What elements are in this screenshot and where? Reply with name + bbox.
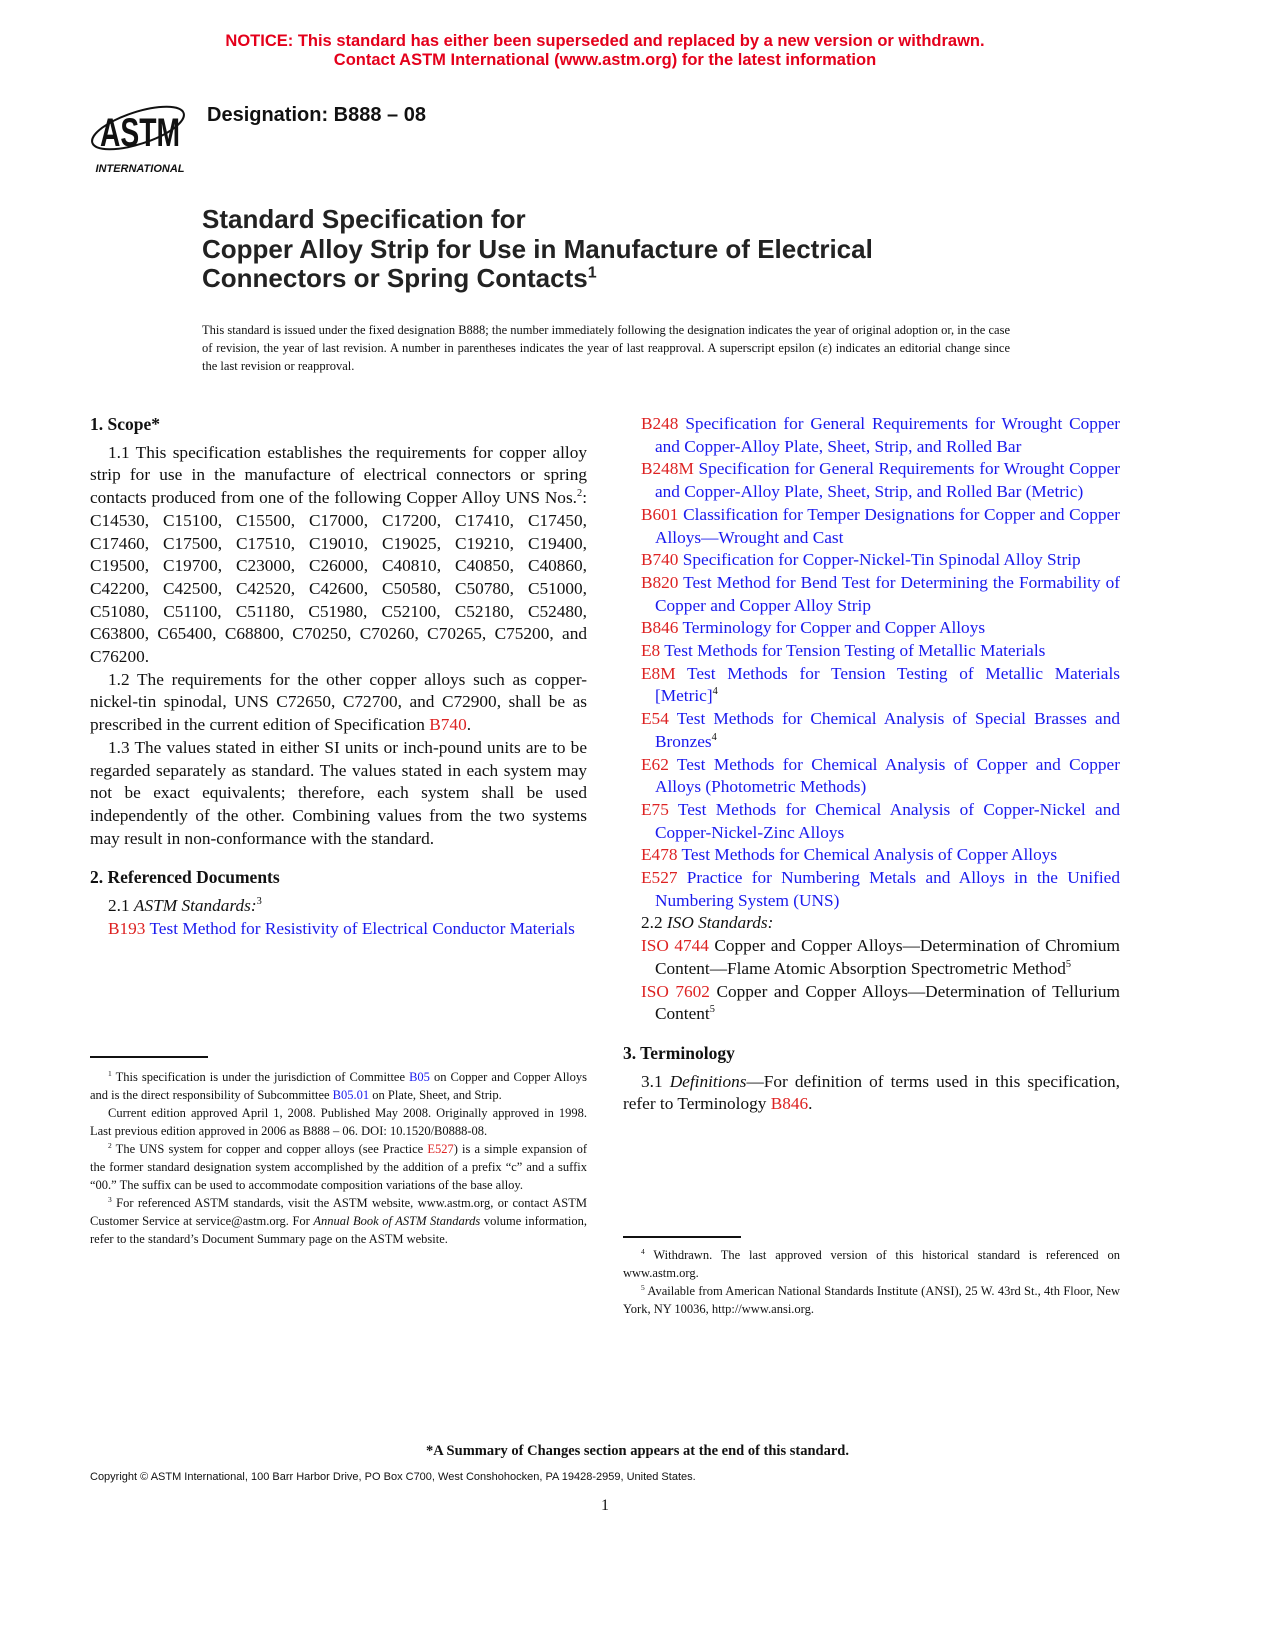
right-footnotes: [623, 1246, 1120, 1318]
document-title: [202, 205, 873, 294]
footnote-marker: 5: [1065, 959, 1072, 971]
astm-logo: [88, 84, 192, 176]
paragraph: [90, 442, 587, 669]
reference-title-link[interactable]: Classification for Temper Designations for Copper and Copper Alloys—Wrought and Cast: [655, 504, 1120, 547]
reference-link[interactable]: B248: [641, 414, 679, 433]
reference-link[interactable]: E8: [641, 641, 661, 661]
footnote-marker: 2: [577, 488, 583, 500]
referenced-document: [623, 708, 1120, 753]
reference-link[interactable]: E527: [641, 868, 678, 888]
reference-title-link[interactable]: B05: [409, 1070, 430, 1084]
logo-letters: ASTM: [100, 111, 180, 155]
logo-subtext: INTERNATIONAL: [95, 163, 185, 175]
text: Withdrawn. The last approved version of this historical standard is referenced on www.astm.org.: [623, 1248, 1120, 1280]
page-number: 1: [601, 1497, 609, 1514]
title-line: Standard Specification for: [202, 204, 526, 234]
referenced-document: [623, 504, 1120, 549]
referenced-document: [623, 413, 1120, 458]
section-heading: [623, 1042, 1120, 1065]
referenced-document: [623, 935, 1120, 980]
reference-link[interactable]: E8M: [641, 663, 676, 683]
footnote-divider: [623, 1236, 741, 1238]
text: —For definition of terms used in this specification, refer to Terminology: [623, 1071, 1120, 1114]
left-column: [90, 413, 587, 940]
referenced-document: [623, 663, 1120, 708]
footnote: [90, 1104, 587, 1140]
footnote: [90, 1140, 587, 1194]
text: 2.2: [641, 913, 667, 933]
reference-link[interactable]: E527: [427, 1142, 454, 1156]
referenced-document: [623, 844, 1120, 867]
text: Copper and Copper Alloys—Determination of Tellurium Content: [655, 981, 1120, 1024]
reference-link[interactable]: B846: [641, 618, 679, 638]
text: Current edition approved April 1, 2008. Published May 2008. Originally approved in 1998. Last previous edition approved in 2006 as B888 – 06. DOI: 10.1520/B0888-08.: [90, 1106, 587, 1138]
paragraph: [90, 737, 587, 851]
referenced-document: [623, 981, 1120, 1026]
text: 1.2 The requirements for the other copper alloys such as copper-nickel-tin spinodal, UNS C72650, C72700, and C72900, shall be as prescribed in the current edition of Specification: [90, 669, 587, 735]
reference-link[interactable]: B740: [429, 715, 467, 735]
reference-title-link[interactable]: Terminology for Copper and Copper Alloys: [678, 618, 986, 638]
text: 2. Referenced Documents: [90, 867, 280, 888]
reference-title-link[interactable]: Test Methods for Chemical Analysis of Copper Alloys: [677, 845, 1058, 865]
reference-link[interactable]: ISO 7602: [641, 981, 710, 1001]
reference-link[interactable]: E54: [641, 709, 669, 729]
reference-link[interactable]: ISO 4744: [641, 936, 709, 956]
referenced-document: [623, 458, 1120, 503]
referenced-document: [623, 754, 1120, 799]
referenced-document: [623, 867, 1120, 912]
text: Available from American National Standards Institute (ANSI), 25 W. 43rd St., 4th Floor, New York, NY 10036, http://www.ansi.org.: [623, 1284, 1120, 1316]
italic-text: ASTM Standards:: [133, 896, 257, 916]
footnote: [623, 1246, 1120, 1282]
left-footnotes: [90, 1068, 587, 1248]
reference-title-link[interactable]: Test Methods for Tension Testing of Metallic Materials [Metric]: [655, 663, 1120, 706]
footnote-marker: 3: [256, 896, 262, 908]
reference-title-link[interactable]: B05.01: [332, 1088, 370, 1102]
paragraph: [90, 895, 587, 918]
footnote-marker: 1: [587, 264, 597, 282]
text: 2.1: [108, 896, 134, 916]
summary-note: *A Summary of Changes section appears at the end of this standard.: [426, 1443, 849, 1459]
reference-title-link[interactable]: Test Methods for Tension Testing of Metallic Materials: [660, 641, 1046, 661]
paragraph: [623, 912, 1120, 935]
reference-title-link[interactable]: Specification for General Requirements for Wrought Copper and Copper-Alloy Plate, Sheet, Strip, and Rolled Bar: [655, 414, 1120, 456]
footnote: [623, 1282, 1120, 1318]
reference-title-link[interactable]: Specification for General Requirements for Wrought Copper and Copper-Alloy Plate, Sheet, Strip, and Rolled Bar (Metric): [655, 459, 1120, 502]
text: 1. Scope*: [90, 414, 160, 434]
italic-text: ISO Standards:: [666, 913, 774, 933]
section-heading: [90, 866, 587, 889]
withdrawal-notice: [0, 32, 1210, 70]
paragraph: [90, 669, 587, 737]
italic-text: Annual Book of ASTM Standards: [313, 1214, 481, 1228]
footnote: [90, 1068, 587, 1104]
reference-title-link[interactable]: Practice for Numbering Metals and Alloys in the Unified Numbering System (UNS): [655, 868, 1120, 910]
footnote: [90, 1194, 587, 1248]
footnote-marker: 4: [641, 1246, 645, 1256]
reference-link[interactable]: B846: [770, 1094, 809, 1114]
text: 1.3 The values stated in either SI units or inch-pound units are to be regarded separately as standard. The values stated in each system may not be exact equivalents; therefore, each system shall be used independently of the other. Combining values from the two systems may result in non-conformance with the standard.: [90, 737, 587, 848]
text: on Copper and Copper Alloys and is the direct responsibility of Subcommittee: [90, 1070, 588, 1102]
text: For referenced ASTM standards, visit the ASTM website, www.astm.org, or contact ASTM Customer Service at service@astm.org. For: [90, 1196, 587, 1228]
right-column: [623, 413, 1120, 1116]
reference-title-link[interactable]: Specification for Copper-Nickel-Tin Spinodal Alloy Strip: [678, 550, 1081, 570]
reference-link[interactable]: E478: [641, 845, 678, 865]
reference-link[interactable]: B601: [641, 504, 679, 524]
referenced-document: [90, 918, 587, 941]
text: .: [466, 715, 472, 735]
italic-text: Definitions: [669, 1071, 747, 1091]
reference-title-link[interactable]: Test Method for Bend Test for Determining the Formability of Copper and Copper Alloy Strip: [655, 572, 1120, 615]
title-line-text: Connectors or Spring Contacts: [202, 263, 588, 293]
referenced-document: [623, 617, 1120, 640]
reference-link[interactable]: E62: [641, 754, 669, 774]
text: volume information, refer to the standard’s Document Summary page on the ASTM website.: [90, 1214, 587, 1246]
reference-link[interactable]: B820: [641, 572, 679, 592]
reference-title-link[interactable]: Test Method for Resistivity of Electrical Conductor Materials: [145, 918, 575, 938]
text: Copper and Copper Alloys—Determination of Chromium Content—Flame Atomic Absorption Spectrometric Method: [655, 936, 1120, 978]
footnote-marker: 1: [108, 1068, 112, 1078]
referenced-document: [623, 799, 1120, 844]
reference-title-link[interactable]: Test Methods for Chemical Analysis of Copper and Copper Alloys (Photometric Methods): [655, 754, 1120, 797]
text: This specification is under the jurisdiction of Committee: [111, 1070, 410, 1084]
reference-link[interactable]: E75: [641, 799, 669, 819]
text: The UNS system for copper and copper alloys (see Practice: [111, 1142, 428, 1156]
footnote-marker: 5: [709, 1004, 715, 1016]
footnote-marker: 2: [108, 1140, 112, 1150]
text: ) is a simple expansion of the former standard designation system accomplished by the addition of a prefix “c” and a suffix “00.” The suffix can be used to accommodate composition variations of the base alloy.: [90, 1142, 587, 1192]
text: on Plate, Sheet, and Strip.: [369, 1088, 502, 1102]
footnote-marker: 3: [108, 1194, 112, 1204]
reference-link[interactable]: B740: [641, 550, 679, 570]
designation: Designation: B888 – 08: [207, 104, 426, 126]
text: .: [808, 1094, 813, 1114]
paragraph: [623, 1071, 1120, 1116]
notice-line-1: NOTICE: This standard has either been superseded and replaced by a new version or withdrawn.: [225, 32, 985, 50]
text: 3.1: [641, 1071, 670, 1091]
issue-note: This standard is issued under the fixed designation B888; the number immediately following the designation indicates the year of original adoption or, in the case of revision, the year of last revision. A number in parentheses indicates the year of last reapproval. A superscript epsilon (ε) indicates an editorial change since the last revision or reapproval.: [202, 323, 1010, 373]
title-line: [202, 264, 873, 294]
title-line: Copper Alloy Strip for Use in Manufacture of Electrical: [202, 233, 873, 264]
footnote-marker: 4: [711, 732, 717, 744]
notice-line-2: Contact ASTM International (www.astm.org) for the latest information: [333, 51, 877, 69]
referenced-document: [623, 549, 1120, 572]
text: 1.1 This specification establishes the requirements for copper alloy strip for use in the manufacture of electrical connectors or spring contacts produced from one of the following Copper Alloy UNS Nos.: [90, 442, 587, 508]
referenced-document: [623, 640, 1120, 663]
footnote-marker: 4: [712, 686, 718, 698]
footnote-marker: 5: [641, 1282, 645, 1292]
reference-title-link[interactable]: Test Methods for Chemical Analysis of Special Brasses and Bronzes: [655, 709, 1120, 751]
reference-title-link[interactable]: Test Methods for Chemical Analysis of Copper-Nickel and Copper-Nickel-Zinc Alloys: [655, 799, 1120, 842]
reference-link[interactable]: B193: [108, 918, 146, 938]
text: 3. Terminology: [623, 1042, 735, 1063]
footnote-divider: [90, 1056, 208, 1058]
reference-link[interactable]: B248M: [641, 459, 694, 479]
copyright: Copyright © ASTM International, 100 Barr Harbor Drive, PO Box C700, West Conshohocken, PA 19428-2959, United States.: [90, 1471, 696, 1483]
section-heading: [90, 413, 587, 436]
referenced-document: [623, 572, 1120, 617]
text: : C14530, C15100, C15500, C17000, C17200, C17410, C17450, C17460, C17500, C17510, C19010, C19025, C19210, C19400, C19500, C19700, C23000, C26000, C40810, C40850, C40860, C42200, C42500, C42520, C42600, C50580, C50780, C51000, C51080, C51100, C51180, C51980, C52100, C52180, C52480, C63800, C65400, C68800, C70250, C70260, C70265, C75200, and C76200.: [90, 488, 587, 667]
